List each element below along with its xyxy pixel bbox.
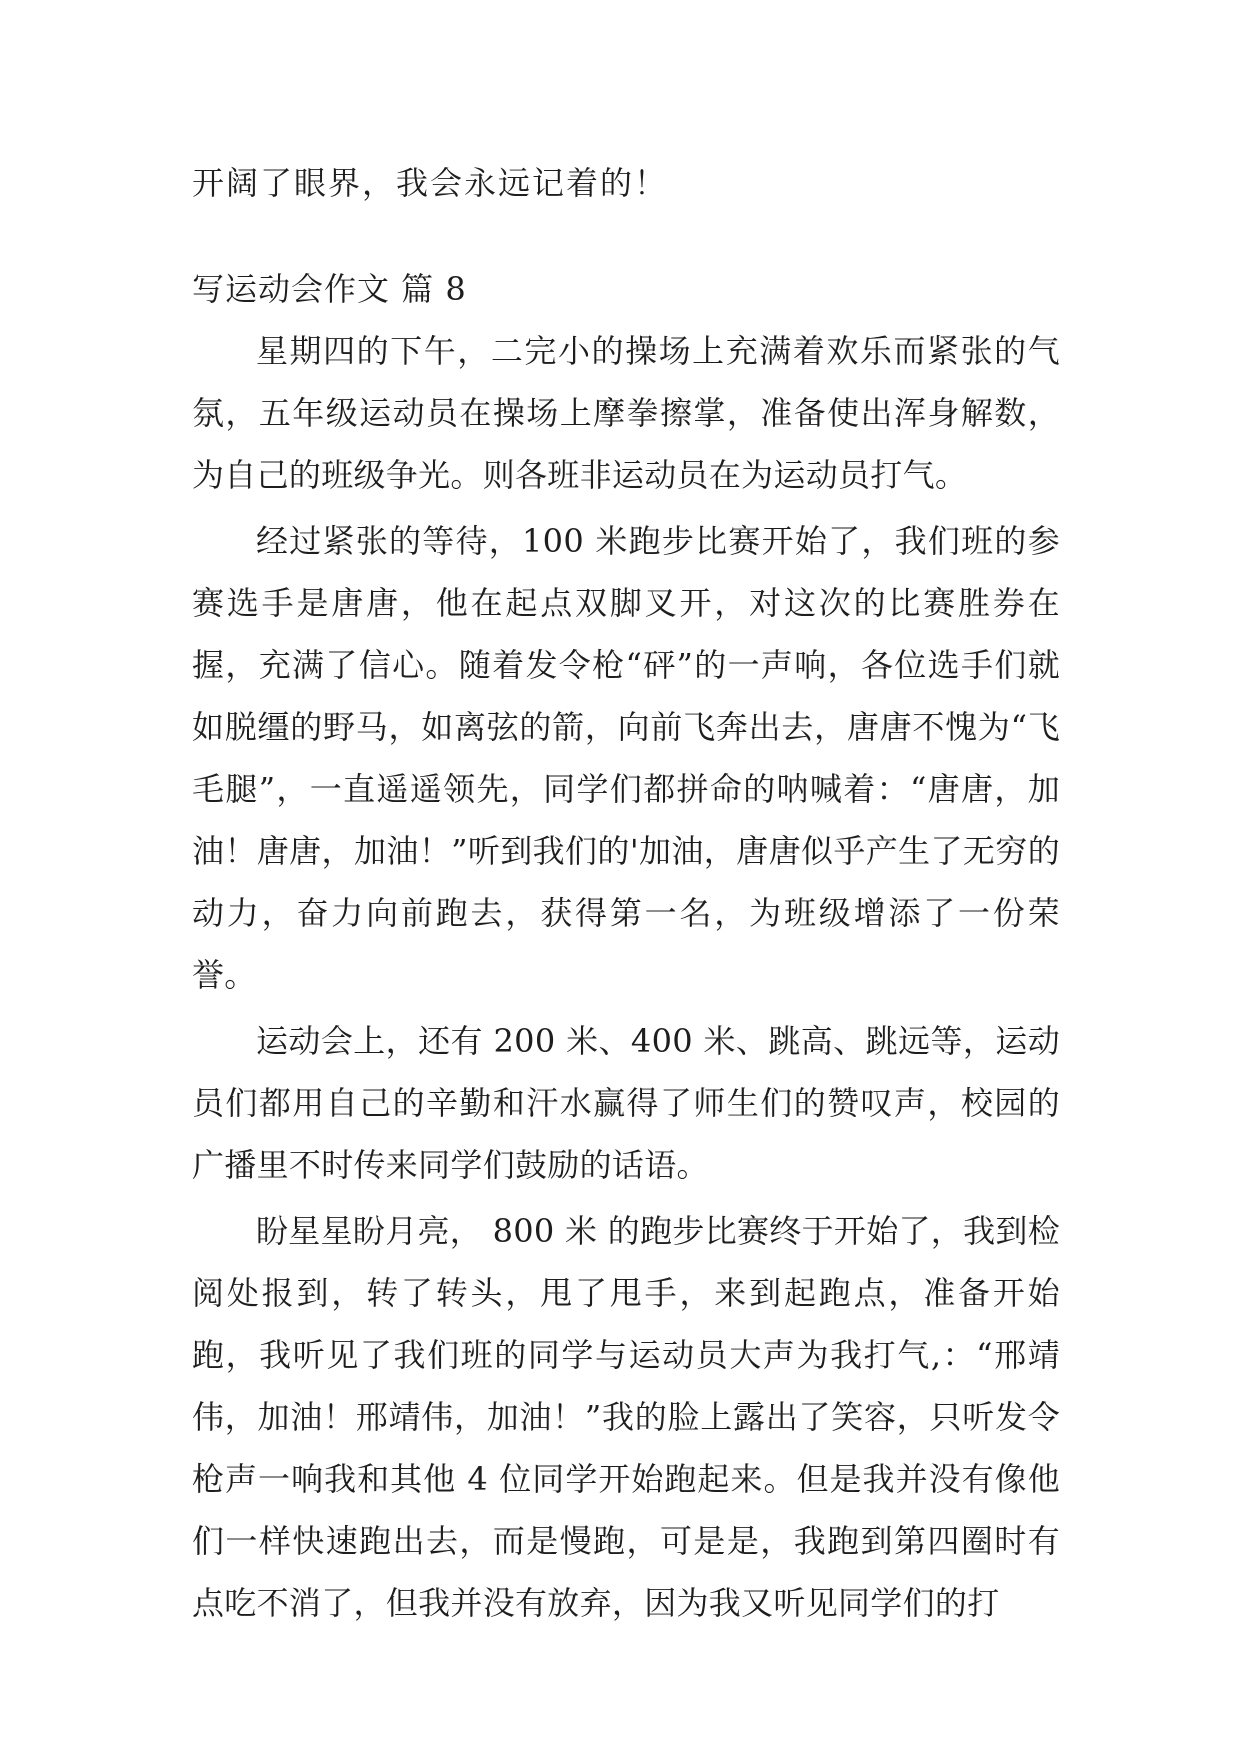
- paragraph-3: 运动会上，还有 200 米、400 米、跳高、跳远等，运动员们都用自己的辛勤和汗水赢得了师生们的赞叹声，校园的广播里不时传来同学们鼓励的话语。: [192, 1022, 1060, 1184]
- paragraph-4: 盼星星盼月亮， 800 米 的跑步比赛终于开始了，我到检阅处报到，转了转头，甩了甩手，来到起跑点，准备开始跑，我听见了我们班的同学与运动员大声为我打气,：“邢靖伟，加油！邢靖伟，加油！”我的脸上露出了笑容，只听发令枪声一响我和其他 4 位同学开始跑起来。但是我并没有像他们一样快速跑出去，而是慢跑，可是是，我跑到第四圈时有点吃不消了，但我并没有放弃，因为我又听见同学们的打: [192, 1212, 1060, 1622]
- essay-title: 写运动会作文 篇 8: [192, 270, 467, 308]
- paragraph-1: 星期四的下午，二完小的操场上充满着欢乐而紧张的气氛，五年级运动员在操场上摩拳擦掌，准备使出浑身解数，为自己的班级争光。则各班非运动员在为运动员打气。: [192, 332, 1060, 494]
- paragraph-2: 经过紧张的等待，100 米跑步比赛开始了，我们班的参赛选手是唐唐，他在起点双脚叉开，对这次的比赛胜券在握，充满了信心。随着发令枪“砰”的一声响，各位选手们就如脱缰的野马，如离弦的箭，向前飞奔出去，唐唐不愧为“飞毛腿”，一直遥遥领先，同学们都拼命的呐喊着：“唐唐，加油！唐唐，加油！”听到我们的'加油，唐唐似乎产生了无穷的动力，奋力向前跑去，获得第一名，为班级增添了一份荣誉。: [192, 522, 1060, 994]
- document-body: [192, 152, 1060, 1638]
- previous-essay-closing-line: 开阔了眼界，我会永远记着的！: [192, 164, 669, 202]
